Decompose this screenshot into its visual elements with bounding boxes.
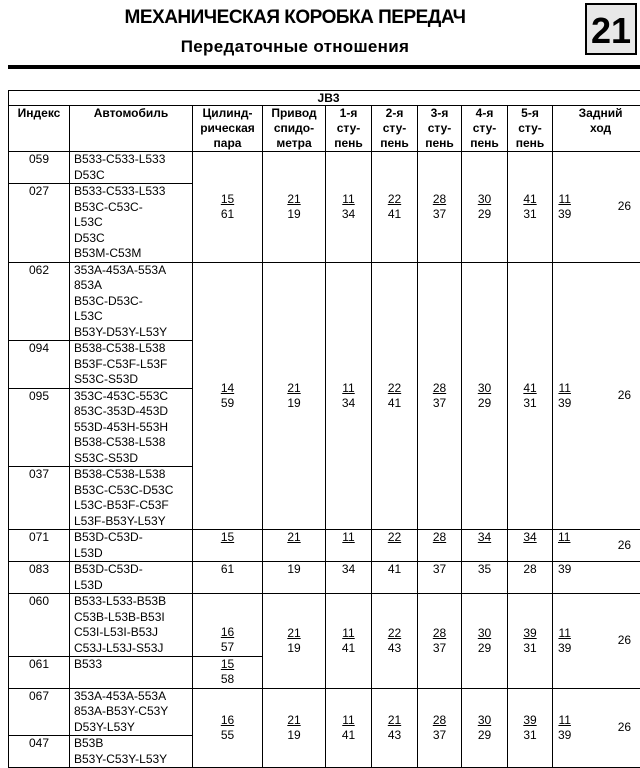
reverse-idler: 26 bbox=[618, 720, 631, 736]
gear2-denominator: 41 bbox=[388, 562, 401, 576]
numerator: 22 bbox=[388, 626, 401, 641]
denominator: 41 bbox=[342, 728, 355, 743]
text-line: D53Y-L53Y bbox=[74, 720, 189, 736]
speedo-cell bbox=[263, 562, 326, 594]
numerator: 30 bbox=[478, 381, 491, 396]
gear2-ratio bbox=[388, 192, 401, 222]
gear2-cell bbox=[372, 530, 418, 562]
car-models-cell bbox=[70, 152, 193, 184]
pair-ratio bbox=[221, 625, 234, 655]
gear1-cell bbox=[326, 152, 372, 263]
gear5-cell bbox=[508, 152, 553, 263]
reverse-cell bbox=[553, 152, 640, 263]
text-line: B53F-C53F-L53F bbox=[74, 357, 189, 373]
pair-cell bbox=[193, 152, 263, 263]
denominator: 43 bbox=[388, 728, 401, 743]
reverse-cell bbox=[553, 530, 640, 562]
car-models-cell bbox=[70, 530, 193, 562]
pair-cell bbox=[193, 594, 263, 657]
gear1-ratio bbox=[342, 626, 355, 656]
text-line: B53C-C53C- bbox=[74, 200, 189, 216]
header-row bbox=[9, 106, 640, 152]
gear5-ratio bbox=[523, 192, 536, 222]
gear4-ratio bbox=[478, 192, 491, 222]
text-line: B53M-C53M bbox=[74, 246, 189, 262]
numerator: 16 bbox=[221, 625, 234, 640]
gear4-ratio bbox=[478, 381, 491, 411]
text-line: C53I-L53I-B53J bbox=[74, 625, 189, 641]
gear2-ratio bbox=[388, 381, 401, 411]
denominator: 19 bbox=[287, 207, 300, 222]
gear4-ratio bbox=[478, 713, 491, 743]
text-line: B53D-C53D- bbox=[74, 530, 189, 546]
car-models-cell bbox=[70, 467, 193, 530]
text-line: 853C-353D-453D bbox=[74, 404, 189, 420]
car-models-cell bbox=[70, 736, 193, 768]
speedo-cell bbox=[263, 594, 326, 689]
group-label: JB3 bbox=[9, 91, 640, 106]
reverse-idler: 26 bbox=[618, 538, 631, 554]
gear1-ratio bbox=[342, 192, 355, 222]
text-line: 5-я bbox=[511, 106, 549, 121]
gear5-cell bbox=[508, 562, 553, 594]
text-line: D53C bbox=[74, 168, 189, 184]
denominator: 29 bbox=[478, 728, 491, 743]
numerator: 11 bbox=[558, 192, 571, 207]
text-line: 4-я bbox=[465, 106, 504, 121]
numerator: 14 bbox=[221, 381, 234, 396]
denominator: 37 bbox=[433, 728, 446, 743]
numerator: 39 bbox=[523, 713, 536, 728]
text-line: B53C-C53C-D53C bbox=[74, 483, 189, 499]
gear-ratio-table bbox=[8, 90, 640, 768]
section-number-badge: 21 bbox=[585, 3, 637, 55]
numerator: 11 bbox=[558, 381, 571, 396]
denominator: 29 bbox=[478, 396, 491, 411]
text-line: пень bbox=[329, 136, 368, 151]
text-line: B538-C538-L538 bbox=[74, 467, 189, 483]
index-cell: 047 bbox=[9, 736, 70, 768]
speedo-cell bbox=[263, 530, 326, 562]
gear4-numerator: 34 bbox=[478, 530, 491, 544]
numerator: 22 bbox=[388, 192, 401, 207]
pair-cell bbox=[193, 262, 263, 530]
pair-ratio bbox=[221, 713, 234, 743]
gear1-cell bbox=[326, 562, 372, 594]
index-cell: 059 bbox=[9, 152, 70, 184]
numerator: 30 bbox=[478, 713, 491, 728]
index-cell: 094 bbox=[9, 341, 70, 389]
numerator: 22 bbox=[388, 381, 401, 396]
numerator: 28 bbox=[433, 192, 446, 207]
speedo-cell bbox=[263, 688, 326, 768]
text-line: Автомобиль bbox=[73, 106, 189, 121]
denominator: 37 bbox=[433, 641, 446, 656]
denominator: 39 bbox=[558, 396, 571, 411]
text-line: 353A-453A-553A bbox=[74, 263, 189, 279]
numerator: 21 bbox=[388, 713, 401, 728]
page-subtitle: Передаточные отношения bbox=[80, 37, 510, 57]
gear2-numerator: 22 bbox=[388, 530, 401, 544]
numerator: 21 bbox=[287, 626, 300, 641]
index-cell: 037 bbox=[9, 467, 70, 530]
gear4-cell bbox=[462, 594, 508, 689]
numerator: 30 bbox=[478, 626, 491, 641]
reverse-idler: 26 bbox=[618, 633, 631, 649]
gear1-cell bbox=[326, 594, 372, 689]
denominator: 41 bbox=[342, 641, 355, 656]
denominator: 41 bbox=[388, 207, 401, 222]
gear3-cell bbox=[418, 262, 462, 530]
gear2-ratio bbox=[388, 626, 401, 656]
text-line: пень bbox=[511, 136, 549, 151]
text-line: сту- bbox=[511, 121, 549, 136]
pair-cell bbox=[193, 530, 263, 562]
gear1-ratio bbox=[342, 713, 355, 743]
pair-cell bbox=[193, 688, 263, 768]
speedo-ratio bbox=[287, 626, 300, 656]
text-line: B533 bbox=[74, 657, 189, 673]
reverse-cell bbox=[553, 594, 640, 689]
denominator: 58 bbox=[221, 672, 234, 687]
text-line: S53C-S53D bbox=[74, 372, 189, 388]
car-models-cell bbox=[70, 184, 193, 263]
car-models-cell bbox=[70, 341, 193, 389]
speedo-ratio bbox=[287, 192, 300, 222]
car-models-cell bbox=[70, 594, 193, 657]
reverse-cell bbox=[553, 688, 640, 768]
index-cell: 095 bbox=[9, 388, 70, 467]
col-header-gear4 bbox=[462, 106, 508, 152]
numerator: 11 bbox=[558, 713, 571, 728]
gear3-ratio bbox=[433, 381, 446, 411]
pair-denominator: 61 bbox=[221, 562, 234, 576]
numerator: 28 bbox=[433, 381, 446, 396]
text-line: L53F-B53Y-L53Y bbox=[74, 514, 189, 530]
gear4-cell bbox=[462, 262, 508, 530]
numerator: 39 bbox=[523, 626, 536, 641]
text-line: C53B-L53B-B53I bbox=[74, 610, 189, 626]
numerator: 21 bbox=[287, 381, 300, 396]
text-line: L53D bbox=[74, 578, 189, 594]
text-line: B53Y-D53Y-L53Y bbox=[74, 325, 189, 341]
car-models-cell bbox=[70, 688, 193, 736]
text-line: Индекс bbox=[12, 106, 66, 121]
denominator: 31 bbox=[523, 207, 536, 222]
text-line: L53C bbox=[74, 215, 189, 231]
text-line: B53Y-C53Y-L53Y bbox=[74, 752, 189, 768]
reverse-ratio bbox=[558, 192, 571, 222]
denominator: 37 bbox=[433, 207, 446, 222]
numerator: 21 bbox=[287, 192, 300, 207]
denominator: 19 bbox=[287, 641, 300, 656]
text-line: C53J-L53J-S53J bbox=[74, 641, 189, 657]
text-line: рическая bbox=[196, 121, 259, 136]
text-line: B53C-D53C- bbox=[74, 294, 189, 310]
pair-numerator: 15 bbox=[221, 530, 234, 544]
text-line: пара bbox=[196, 136, 259, 151]
numerator: 11 bbox=[342, 192, 355, 207]
speedo-denominator: 19 bbox=[287, 562, 300, 576]
reverse-ratio bbox=[558, 381, 571, 411]
numerator: 11 bbox=[342, 626, 355, 641]
denominator: 39 bbox=[558, 641, 571, 656]
gear5-cell bbox=[508, 594, 553, 689]
gear2-ratio bbox=[388, 713, 401, 743]
gear3-cell bbox=[418, 562, 462, 594]
reverse-ratio bbox=[558, 626, 571, 656]
gear2-cell bbox=[372, 562, 418, 594]
text-line: 853A-B53Y-C53Y bbox=[74, 704, 189, 720]
text-line: L53D bbox=[74, 546, 189, 562]
gear3-cell bbox=[418, 152, 462, 263]
pair-ratio bbox=[221, 381, 234, 411]
text-line: Цилинд- bbox=[196, 106, 259, 121]
numerator: 15 bbox=[221, 192, 234, 207]
numerator: 11 bbox=[342, 381, 355, 396]
gear5-ratio bbox=[523, 381, 536, 411]
group-row bbox=[9, 91, 640, 106]
text-line: 553D-453H-553H bbox=[74, 420, 189, 436]
denominator: 31 bbox=[523, 641, 536, 656]
gear5-cell bbox=[508, 530, 553, 562]
text-line: пень bbox=[465, 136, 504, 151]
text-line: сту- bbox=[375, 121, 414, 136]
text-line: B53D-C53D- bbox=[74, 562, 189, 578]
gear5-cell bbox=[508, 688, 553, 768]
text-line: метра bbox=[266, 136, 322, 151]
car-models-cell bbox=[70, 262, 193, 341]
numerator: 11 bbox=[558, 626, 571, 641]
gear2-cell bbox=[372, 262, 418, 530]
speedo-ratio bbox=[287, 381, 300, 411]
table-row bbox=[9, 688, 640, 736]
text-line: B538-C538-L538 bbox=[74, 435, 189, 451]
gear5-ratio bbox=[523, 626, 536, 656]
text-line: пень bbox=[375, 136, 414, 151]
numerator: 41 bbox=[523, 381, 536, 396]
numerator: 15 bbox=[221, 657, 234, 672]
gear3-ratio bbox=[433, 713, 446, 743]
denominator: 31 bbox=[523, 728, 536, 743]
index-cell: 083 bbox=[9, 562, 70, 594]
gear3-denominator: 37 bbox=[433, 562, 446, 576]
index-cell: 061 bbox=[9, 657, 70, 689]
denominator: 29 bbox=[478, 207, 491, 222]
header-rule bbox=[8, 65, 640, 69]
denominator: 43 bbox=[388, 641, 401, 656]
denominator: 19 bbox=[287, 728, 300, 743]
denominator: 29 bbox=[478, 641, 491, 656]
gear3-cell bbox=[418, 594, 462, 689]
car-models-cell bbox=[70, 657, 193, 689]
reverse-ratio bbox=[558, 713, 571, 743]
table-row bbox=[9, 530, 640, 562]
reverse-idler: 26 bbox=[618, 199, 631, 215]
denominator: 37 bbox=[433, 396, 446, 411]
text-line: 3-я bbox=[421, 106, 458, 121]
text-line: S53C-S53D bbox=[74, 451, 189, 467]
gear4-cell bbox=[462, 688, 508, 768]
gear4-cell bbox=[462, 530, 508, 562]
gear4-denominator: 35 bbox=[478, 562, 491, 576]
gear4-cell bbox=[462, 152, 508, 263]
gear1-numerator: 11 bbox=[342, 530, 354, 544]
gear5-cell bbox=[508, 262, 553, 530]
text-line: Задний bbox=[556, 106, 640, 121]
col-header-speedo bbox=[263, 106, 326, 152]
text-line: B53B bbox=[74, 736, 189, 752]
numerator: 21 bbox=[287, 713, 300, 728]
text-line: 1-я bbox=[329, 106, 368, 121]
reverse-cell bbox=[553, 562, 640, 594]
index-cell: 071 bbox=[9, 530, 70, 562]
gear1-cell bbox=[326, 530, 372, 562]
denominator: 19 bbox=[287, 396, 300, 411]
numerator: 30 bbox=[478, 192, 491, 207]
car-models-cell bbox=[70, 388, 193, 467]
denominator: 41 bbox=[388, 396, 401, 411]
pair-ratio bbox=[221, 192, 234, 222]
col-header-gear3 bbox=[418, 106, 462, 152]
table-row bbox=[9, 594, 640, 657]
numerator: 41 bbox=[523, 192, 536, 207]
numerator: 16 bbox=[221, 713, 234, 728]
denominator: 39 bbox=[558, 207, 571, 222]
denominator: 31 bbox=[523, 396, 536, 411]
index-cell: 060 bbox=[9, 594, 70, 657]
table-row bbox=[9, 262, 640, 341]
col-header-reverse bbox=[553, 106, 640, 152]
text-line: B538-C538-L538 bbox=[74, 341, 189, 357]
gear3-ratio bbox=[433, 192, 446, 222]
text-line: D53C bbox=[74, 231, 189, 247]
text-line: сту- bbox=[465, 121, 504, 136]
text-line: 2-я bbox=[375, 106, 414, 121]
pair-cell bbox=[193, 657, 263, 689]
gear3-ratio bbox=[433, 626, 446, 656]
speedo-ratio bbox=[287, 713, 300, 743]
gear3-cell bbox=[418, 688, 462, 768]
index-cell: 027 bbox=[9, 184, 70, 263]
page-title: МЕХАНИЧЕСКАЯ КОРОБКА ПЕРЕДАЧ bbox=[80, 7, 510, 29]
speedo-cell bbox=[263, 152, 326, 263]
col-header-gear1 bbox=[326, 106, 372, 152]
gear2-cell bbox=[372, 688, 418, 768]
text-line: B533-C533-L533 bbox=[74, 152, 189, 168]
gear3-numerator: 28 bbox=[433, 530, 446, 544]
denominator: 57 bbox=[221, 640, 234, 655]
gear1-cell bbox=[326, 262, 372, 530]
denominator: 59 bbox=[221, 396, 234, 411]
gear1-denominator: 34 bbox=[342, 562, 355, 576]
numerator: 11 bbox=[342, 713, 355, 728]
table-row bbox=[9, 562, 640, 594]
col-header-gear2 bbox=[372, 106, 418, 152]
denominator: 34 bbox=[342, 207, 355, 222]
text-line: L53C bbox=[74, 309, 189, 325]
text-line: сту- bbox=[329, 121, 368, 136]
gear1-cell bbox=[326, 688, 372, 768]
reverse-part: 11 bbox=[558, 530, 570, 546]
text-line: Привод bbox=[266, 106, 322, 121]
text-line: пень bbox=[421, 136, 458, 151]
col-header-pair bbox=[193, 106, 263, 152]
denominator: 61 bbox=[221, 207, 234, 222]
gear2-cell bbox=[372, 594, 418, 689]
speedo-cell bbox=[263, 262, 326, 530]
denominator: 55 bbox=[221, 728, 234, 743]
gear1-ratio bbox=[342, 381, 355, 411]
denominator: 34 bbox=[342, 396, 355, 411]
reverse-part: 39 bbox=[558, 562, 571, 578]
gear2-cell bbox=[372, 152, 418, 263]
gear5-denominator: 28 bbox=[523, 562, 536, 576]
car-models-cell bbox=[70, 562, 193, 594]
text-line: B533-C533-L533 bbox=[74, 184, 189, 200]
numerator: 28 bbox=[433, 626, 446, 641]
text-line: ход bbox=[556, 121, 640, 136]
gear5-ratio bbox=[523, 713, 536, 743]
gear4-ratio bbox=[478, 626, 491, 656]
reverse-cell bbox=[553, 262, 640, 530]
text-line: L53C-B53F-C53F bbox=[74, 498, 189, 514]
denominator: 39 bbox=[558, 728, 571, 743]
col-header-gear5 bbox=[508, 106, 553, 152]
col-header-index bbox=[9, 106, 70, 152]
gear4-cell bbox=[462, 562, 508, 594]
index-cell: 067 bbox=[9, 688, 70, 736]
col-header-car bbox=[70, 106, 193, 152]
speedo-numerator: 21 bbox=[287, 530, 300, 544]
text-line: 353A-453A-553A bbox=[74, 689, 189, 705]
text-line: 353C-453C-553C bbox=[74, 389, 189, 405]
numerator: 28 bbox=[433, 713, 446, 728]
text-line: B533-L533-B53B bbox=[74, 594, 189, 610]
gear5-numerator: 34 bbox=[523, 530, 536, 544]
pair-cell bbox=[193, 562, 263, 594]
reverse-idler: 26 bbox=[618, 388, 631, 404]
gear3-cell bbox=[418, 530, 462, 562]
table-row bbox=[9, 152, 640, 184]
index-cell: 062 bbox=[9, 262, 70, 341]
text-line: сту- bbox=[421, 121, 458, 136]
text-line: 853A bbox=[74, 278, 189, 294]
pair-ratio bbox=[221, 657, 234, 687]
text-line: спидо- bbox=[266, 121, 322, 136]
